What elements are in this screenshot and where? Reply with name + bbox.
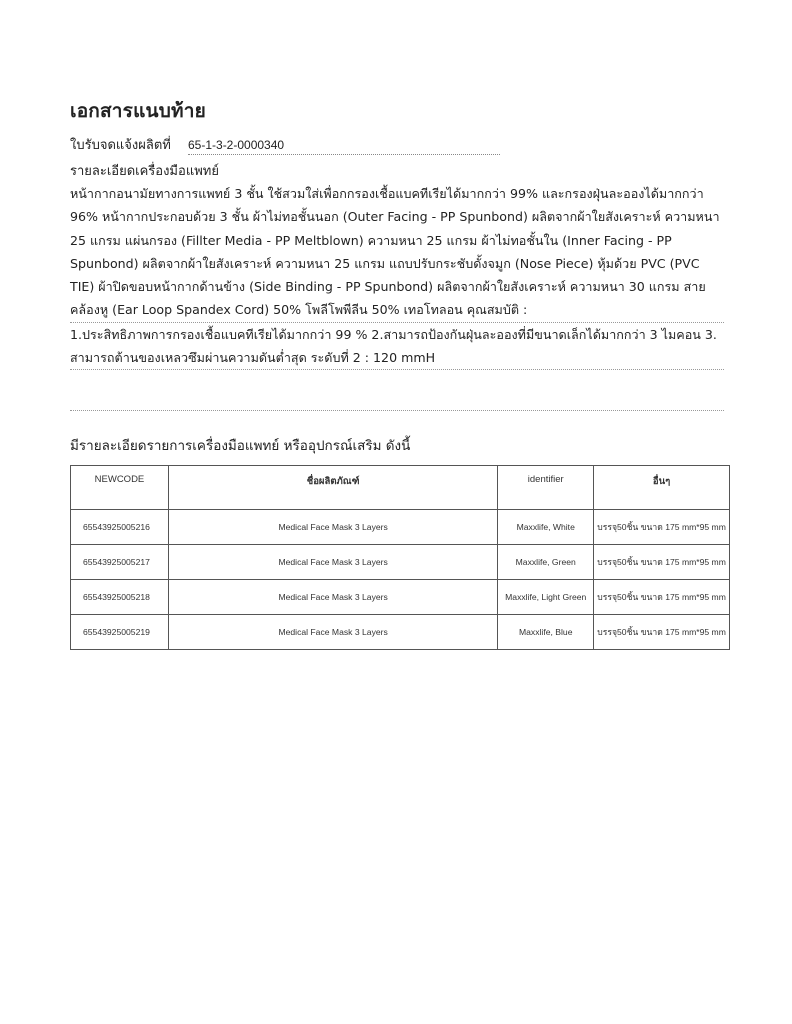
table-row — [71, 580, 730, 615]
header-identifier: identifier — [498, 466, 594, 510]
cell-other: บรรจุ50ชิ้น ขนาด 175 mm*95 mm — [594, 615, 730, 650]
cell-product-name: Medical Face Mask 3 Layers — [168, 580, 497, 615]
detail-label: รายละเอียดเครื่องมือแพทย์ — [70, 164, 219, 179]
cell-newcode: 65543925005217 — [71, 545, 169, 580]
registration-underline — [188, 154, 500, 155]
table-header-row — [71, 466, 730, 510]
header-product-name: ชื่อผลิตภัณฑ์ — [168, 466, 497, 510]
device-list-title: มีรายละเอียดรายการเครื่องมือแพทย์ หรืออุปกรณ์เสริม ดังนี้ — [70, 438, 411, 454]
cell-newcode: 65543925005216 — [71, 510, 169, 545]
cell-product-name: Medical Face Mask 3 Layers — [168, 510, 497, 545]
cell-product-name: Medical Face Mask 3 Layers — [168, 545, 497, 580]
cell-identifier: Maxxlife, Green — [498, 545, 594, 580]
table-row — [71, 510, 730, 545]
properties-paragraph: 1.ประสิทธิภาพการกรองเชื้อแบคทีเรียได้มากกว่า 99 % 2.สามารถป้องกันฝุ่นละอองที่มีขนาดเล็กได้มากกว่า 3 ไมคอน 3. สามารถต้านของเหลวซึมผ่านความดันต่ำสุด ระดับที่ 2 : 120 mmH — [70, 323, 724, 371]
table-row — [71, 615, 730, 650]
document-title: เอกสารแนบท้าย — [70, 100, 206, 122]
header-newcode: NEWCODE — [71, 466, 169, 510]
cell-product-name: Medical Face Mask 3 Layers — [168, 615, 497, 650]
registration-number: 65-1-3-2-0000340 — [188, 138, 285, 152]
cell-other: บรรจุ50ชิ้น ขนาด 175 mm*95 mm — [594, 580, 730, 615]
cell-identifier: Maxxlife, Blue — [498, 615, 594, 650]
cell-identifier: Maxxlife, Light Green — [498, 580, 594, 615]
description-paragraph: หน้ากากอนามัยทางการแพทย์ 3 ชั้น ใช้สวมใส่เพื่อกกรองเชื้อแบคทีเรียได้มากกว่า 99% และกรองฝุ่นละอองได้มากกว่า 96% หน้ากากประกอบด้วย 3 ชั้น ผ้าไม่ทอชั้นนอก (Outer Facing - PP Spunbond) ผลิตจากผ้าใยสังเคราะห์ ความหนา 25 แกรม แผ่นกรอง (Fillter Media - PP Meltblown) ความหนา 25 แกรม ผ้าไม่ทอชั้นใน (Inner Facing - PP Spunbond) ผลิตจากผ้าใยสังเคราะห์ ความหนา 25 แกรม แถบปรับกระชับดั้งจมูก (Nose Piece) หุ้มด้วย PVC (PVC TIE) ผ้าปิดขอบหน้ากากด้านข้าง (Side Binding - PP Spunbond) ผลิตจากผ้าใยสังเคราะห์ ความหนา 30 แกรม สายคล้องหู (Ear Loop Spandex Cord) 50% โพลีโพพีลีน 50% เทอโทลอน คุณสมบัติ : — [70, 182, 724, 323]
blank-dotted-line — [70, 410, 724, 411]
cell-identifier: Maxxlife, White — [498, 510, 594, 545]
registration-row — [70, 134, 500, 155]
device-table — [70, 465, 730, 650]
cell-other: บรรจุ50ชิ้น ขนาด 175 mm*95 mm — [594, 510, 730, 545]
table-row — [71, 545, 730, 580]
cell-newcode: 65543925005219 — [71, 615, 169, 650]
cell-newcode: 65543925005218 — [71, 580, 169, 615]
cell-other: บรรจุ50ชิ้น ขนาด 175 mm*95 mm — [594, 545, 730, 580]
registration-label: ใบรับจดแจ้งผลิตที่ — [70, 138, 171, 153]
description-block — [70, 182, 724, 370]
header-other: อื่นๆ — [594, 466, 730, 510]
